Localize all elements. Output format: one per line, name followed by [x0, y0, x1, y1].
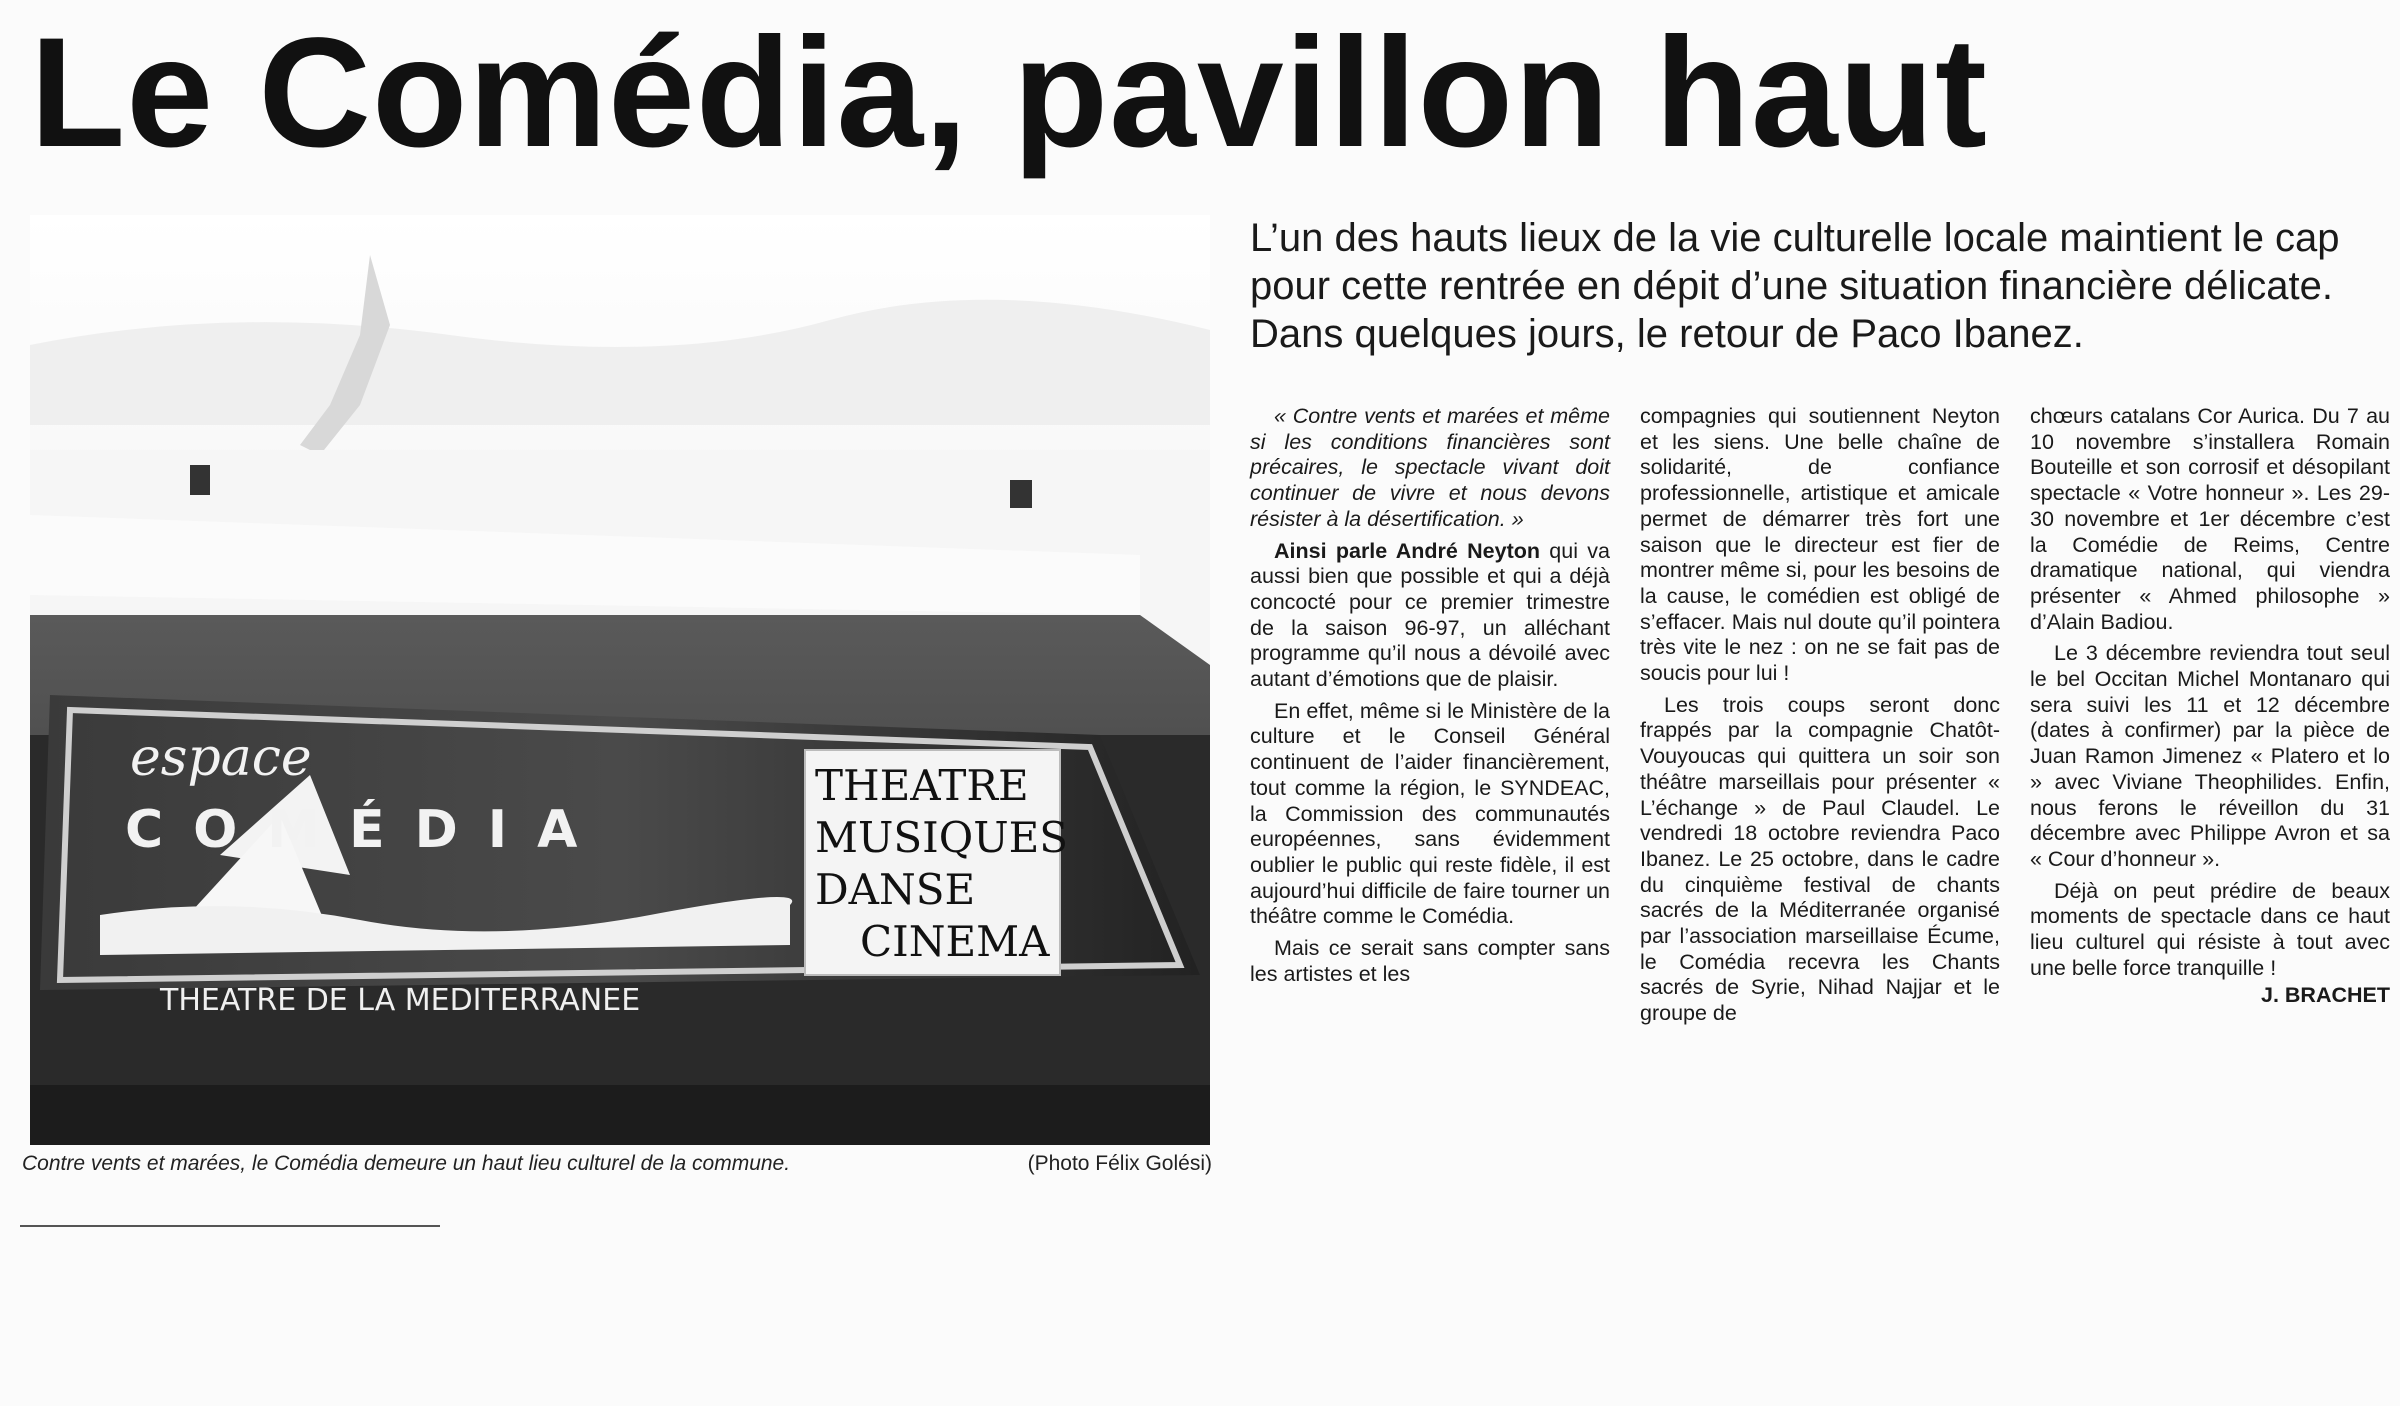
sign-panel-line-4: CINEMA: [860, 917, 1050, 966]
byline-signature: J. BRACHET: [2260, 983, 2390, 1008]
col1-paragraph-4: Mais ce serait sans compter sans les artistes et les: [1250, 936, 1610, 986]
sign-espace: espace: [130, 728, 312, 788]
headline: Le Comédia, pavillon haut: [30, 6, 1988, 180]
col2-paragraph-1: compagnies qui soutiennent Neyton et les siens. Une belle chaîne de solidarité, de confiance professionnelle, artistique et amicale permet de démarrer très fort une saison que le directeur est fier de montrer même si, pour les besoins de la cause, le comédien est obligé de s’effacer. Mais nul doute qu’il pointera très vite le nez : on ne se fait pas de soucis pour lui !: [1640, 404, 2000, 686]
col1-paragraph-2-text: qui va aussi bien que possible et qui a déjà concocté pour ce premier trimestre de la saison 96-97, un alléchant programme qu’il nous a dévoilé avec autant d’émotions que de plaisir.: [1250, 538, 1610, 692]
sign-comedia: COMÉDIA: [125, 800, 608, 860]
article-column-1: [1250, 404, 1610, 987]
divider-rule: [20, 1225, 440, 1227]
sign-panel-line-2: MUSIQUES: [815, 813, 1069, 862]
col3-paragraph-1: chœurs catalans Cor Aurica. Du 7 au 10 novembre s’installera Romain Bouteille et son corrosif et désopilant spectacle « Votre honneur ». Les 29-30 novembre et 1er décembre c’est la Comédie de Reims, Centre dramatique national, qui viendra présenter « Ahmed philosophe » d’Alain Badiou.: [2030, 404, 2390, 634]
col1-paragraph-2: [1250, 539, 1610, 693]
caption-text: Contre vents et marées, le Comédia demeure un haut lieu culturel de la commune.: [22, 1152, 791, 1175]
sign-panel-line-1: THEATRE: [815, 761, 1029, 810]
col1-paragraph-3: En effet, même si le Ministère de la culture et le Conseil Général continuent de l’aider financièrement, tout comme la région, le SYNDEAC, la Commission des communautés européennes, sans évidemment oublier le public qui reste fidèle, il est aujourd’hui difficile de faire tourner un théâtre comme le Comédia.: [1250, 698, 1610, 929]
sign-panel-line-3: DANSE: [815, 865, 976, 914]
deck-intro: L’un des hauts lieux de la vie culturelle locale maintient le cap pour cette rentrée en dépit d’une situation financière délicate. Dans quelques jours, le retour de Paco Ibanez.: [1250, 216, 2340, 356]
photo-credit: (Photo Félix Golési): [1027, 1152, 1212, 1175]
col3-paragraph-2: Le 3 décembre reviendra tout seul le bel Occitan Michel Montanaro qui sera suivi les 11 et 12 décembre (dates à confirmer) par la pièce de Juan Ramon Jimenez « Platero et lo » avec Viviane Theophilides. Enfin, nous ferons le réveillon du 31 décembre avec Philippe Avron et sa « Cour d’honneur ».: [2030, 641, 2390, 871]
col1-lead-in: Ainsi parle André Neyton: [1274, 538, 1541, 563]
col1-quote: « Contre vents et marées et même si les conditions financières sont précaires, le spectacle vivant doit continuer de vivre et nous devons résister à la désertification. »: [1250, 404, 1610, 531]
col2-paragraph-2: Les trois coups seront donc frappés par la compagnie Chatôt-Vouyoucas qui quittera un soir son théâtre marseillais pour présenter « L’échange » de Paul Claudel. Le vendredi 18 octobre reviendra Paco Ibanez. Le 25 octobre, dans le cadre du cinquième festival de chants sacrés de la Méditerranée organisé par l’association marseillaise Écume, le Comédia recevra les Chants sacrés de Syrie, Nihad Najjar et le groupe de: [1640, 692, 2000, 1026]
col3-paragraph-3: Déjà on peut prédire de beaux moments de spectacle dans ce haut lieu culturel qui résiste à tout avec une belle force tranquille !: [2030, 878, 2390, 980]
article-column-2: [1640, 404, 2000, 1027]
photo-caption: [22, 1147, 1212, 1181]
article-photo: [30, 215, 1210, 1145]
article-column-3: [2030, 404, 2390, 1009]
sign-bottom-line: THEATRE DE LA MEDITERRANEE: [160, 983, 641, 1018]
